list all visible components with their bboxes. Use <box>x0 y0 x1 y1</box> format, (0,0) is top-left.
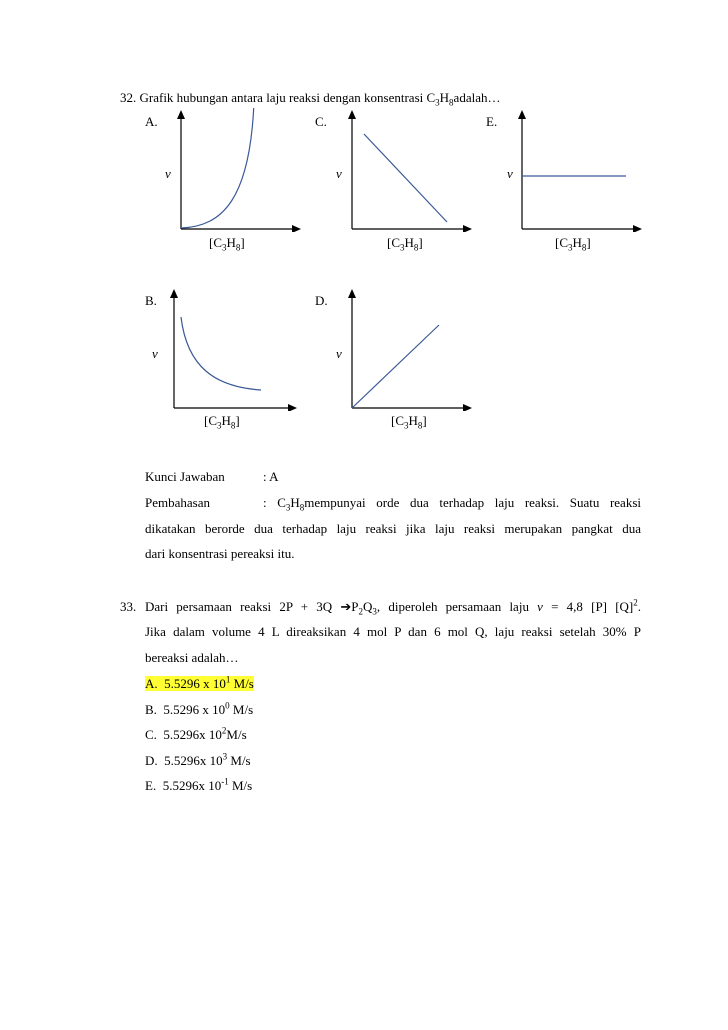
graph-label-a: A. <box>145 114 158 129</box>
arrow-head <box>177 110 185 119</box>
y-axis-label: v <box>152 346 158 361</box>
option-a[interactable]: A. 5.5296 x $10^1$ M/s <box>145 674 254 691</box>
graph-a <box>172 108 302 232</box>
question-32-text: 32. Grafik hubungan antara laju reaksi dengan konsentrasi $C_3H_8adalah\dots$ <box>120 90 501 108</box>
x-axis-label: $[C_3H_8]$ <box>555 235 591 253</box>
question-33-line-2: Jika dalam volume 4 L direaksikan 4 mol P dan 6 mol Q, laju reaksi setelah 30% P <box>145 624 641 639</box>
curve-exponential <box>182 108 254 228</box>
arrow-head <box>518 110 526 119</box>
graph-c <box>343 108 473 232</box>
arrow-head <box>463 225 472 232</box>
explanation-line-2: dikatakan berorde dua terhadap laju reaksi jika laju reaksi merupakan pangkat dua <box>145 521 641 536</box>
curve-linear-decrease <box>364 134 447 222</box>
arrow-head <box>463 404 472 411</box>
y-axis-label: v <box>165 166 171 181</box>
arrow-head <box>633 225 642 232</box>
arrow-head <box>292 225 301 232</box>
option-e[interactable]: E. 5.5296x $10^{-1}$ M/s <box>145 776 253 793</box>
y-axis-label: v <box>507 166 513 181</box>
curve-inverse <box>181 317 261 390</box>
question-number: 32. <box>120 90 137 105</box>
question-33-number: 33. <box>120 599 137 614</box>
graph-label-d: D. <box>315 293 328 308</box>
graph-label-e: E. <box>486 114 498 129</box>
graph-e <box>513 108 643 232</box>
explanation-label: Pembahasan <box>145 495 210 510</box>
question-33-line-3: bereaksi adalah… <box>145 650 239 665</box>
option-b[interactable]: B. 5.5296 x $10^0$ M/s <box>145 700 254 717</box>
curve-linear-increase <box>352 325 439 408</box>
x-axis-label: $[C_3H_8]$ <box>209 235 245 253</box>
x-axis-label: $[C_3H_8]$ <box>391 413 427 431</box>
x-axis-label: $[C_3H_8]$ <box>204 413 240 431</box>
answer-key-label: Kunci Jawaban <box>145 469 225 484</box>
arrow-head <box>348 289 356 298</box>
explanation-line-1: : $C_3H_8mempunyai$ orde dua terhadap laju reaksi. Suatu reaksi <box>263 495 641 513</box>
question-33-line-1: Dari persamaan reaksi 2P + 3Q $➔P_2Q_3$, diperoleh persamaan laju v = 4,8 [P] $[Q]^2$. <box>145 597 642 617</box>
y-axis-label: v <box>336 346 342 361</box>
graph-label-b: B. <box>145 293 157 308</box>
graph-d <box>343 287 473 411</box>
arrow-icon: ➔ <box>340 599 352 614</box>
option-d[interactable]: D. 5.5296x $10^3$ M/s <box>145 751 251 768</box>
answer-key-value: : A <box>263 469 279 484</box>
arrow-head <box>170 289 178 298</box>
x-axis-label: $[C_3H_8]$ <box>387 235 423 253</box>
graph-b <box>165 287 300 411</box>
arrow-head <box>288 404 297 411</box>
graph-label-c: C. <box>315 114 327 129</box>
explanation-line-3: dari konsentrasi pereaksi itu. <box>145 546 295 561</box>
y-axis-label: v <box>336 166 342 181</box>
arrow-head <box>348 110 356 119</box>
option-c[interactable]: C. 5.5296x $10^2M/s$ <box>145 725 247 742</box>
